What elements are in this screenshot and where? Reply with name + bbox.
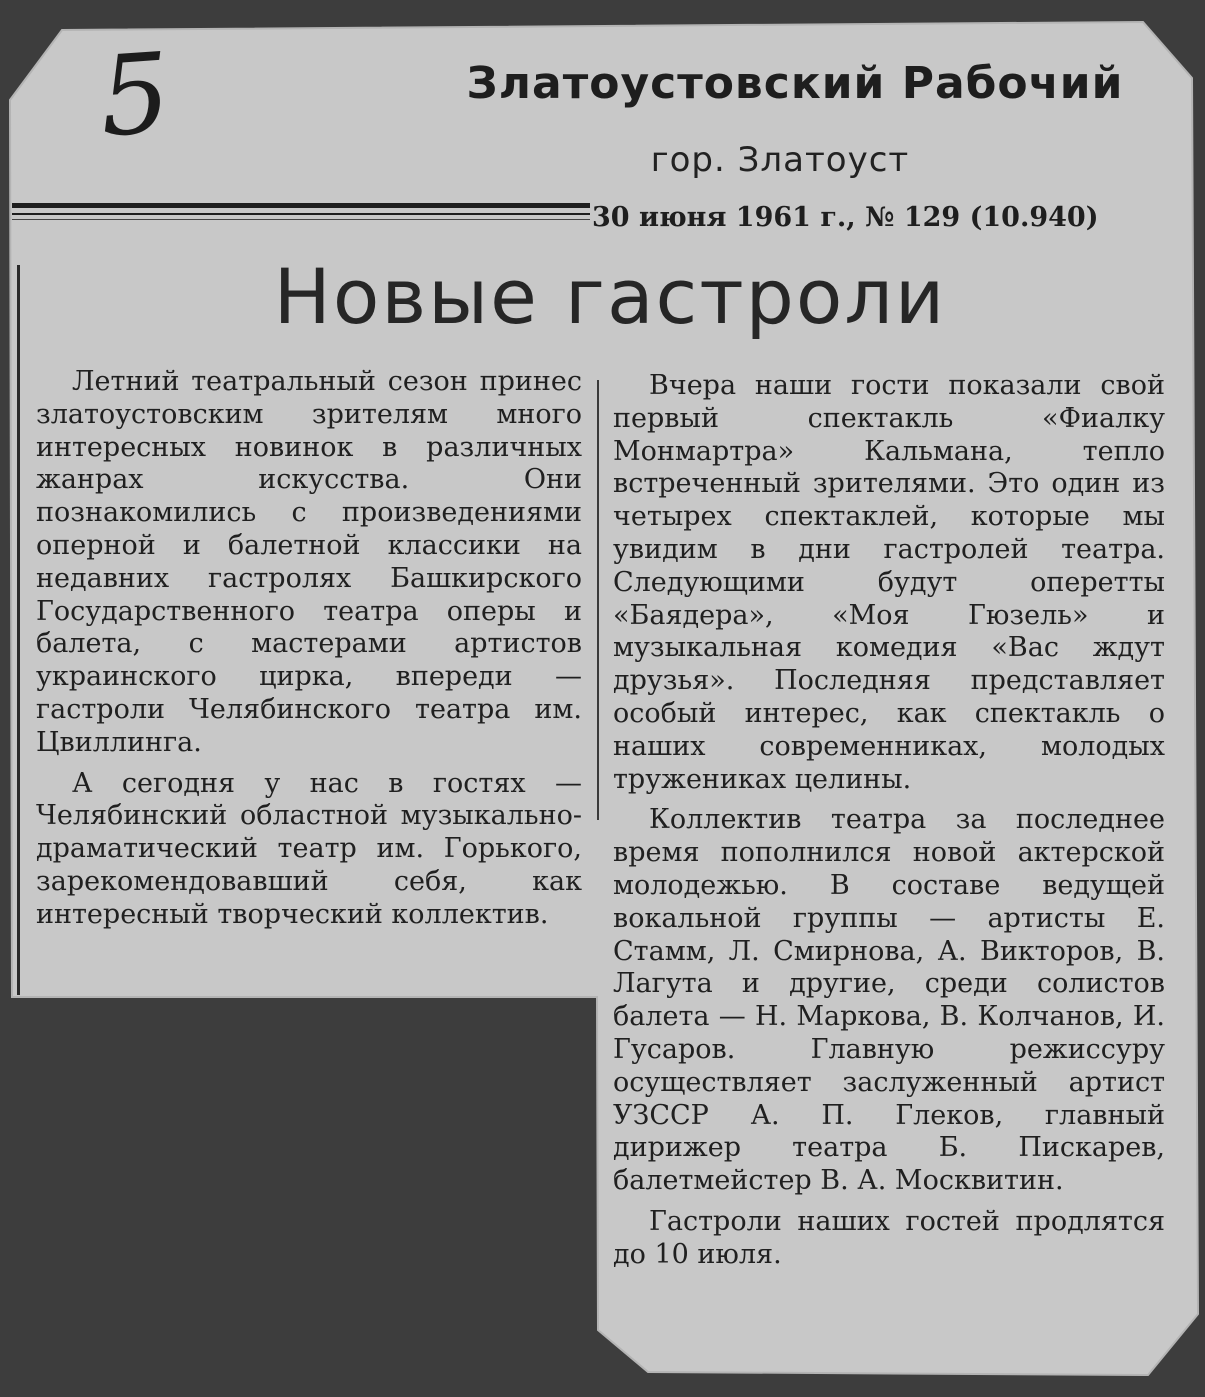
masthead-rule-thick <box>12 203 590 208</box>
left-column-border <box>17 265 20 995</box>
issue-date-number: 30 июня 1961 г., № 129 (10.940) <box>592 202 1099 233</box>
newspaper-city: гор. Златоуст <box>650 140 910 180</box>
masthead-rule-thin <box>12 213 590 215</box>
article-paragraph: А сегодня у нас в гостях — Челябинский областной музыкально-драматический театр им. Горького, зарекомендовавший себя, как интересный творческий коллектив. <box>36 767 582 930</box>
article-headline: Новые гастроли <box>273 252 947 341</box>
column-divider <box>597 380 599 820</box>
article-paragraph: Вчера наши гости показали свой первый спектакль «Фиалку Монмартра» Кальмана, тепло встреченный зрителями. Это один из четырех спектаклей, которые мы увидим в дни гастролей театра. Следующими будут оперетты «Баядера», «Моя Гюзель» и музыкальная комедия «Вас ждут друзья». Последняя представляет особый интерес, как спектакль о наших современниках, молодых тружениках целины. <box>613 370 1165 795</box>
newspaper-name: Златоустовский Рабочий <box>466 58 1124 109</box>
handwritten-page-number: 5 <box>95 28 175 162</box>
masthead-rule-hairline <box>12 219 590 220</box>
article-paragraph: Гастроли наших гостей продлятся до 10 июля. <box>613 1205 1165 1270</box>
article-paragraph: Коллектив театра за последнее время пополнился новой актерской молодежью. В составе ведущей вокальной группы — артисты Е. Стамм, Л. Смирнова, А. Викторов, В. Лагута и другие, среди солистов балета — Н. Маркова, В. Колчанов, И. Гусаров. Главную режиссуру осуществляет заслуженный артист УЗССР А. П. Глеков, главный дирижер театра Б. Пискарев, балетмейстер В. А. Москвитин. <box>613 804 1165 1197</box>
article-paragraph: Летний театральный сезон принес златоустовским зрителям много интересных новинок в различных жанрах искусства. Они познакомились с произведениями оперной и балетной классики на недавних гастролях Башкирского Государственного театра оперы и балета, с мастерами артистов украинского цирка, впереди — гастроли Челябинского театра им. Цвиллинга. <box>36 366 582 758</box>
article-left-column <box>36 366 582 940</box>
article-right-column <box>613 370 1165 1280</box>
